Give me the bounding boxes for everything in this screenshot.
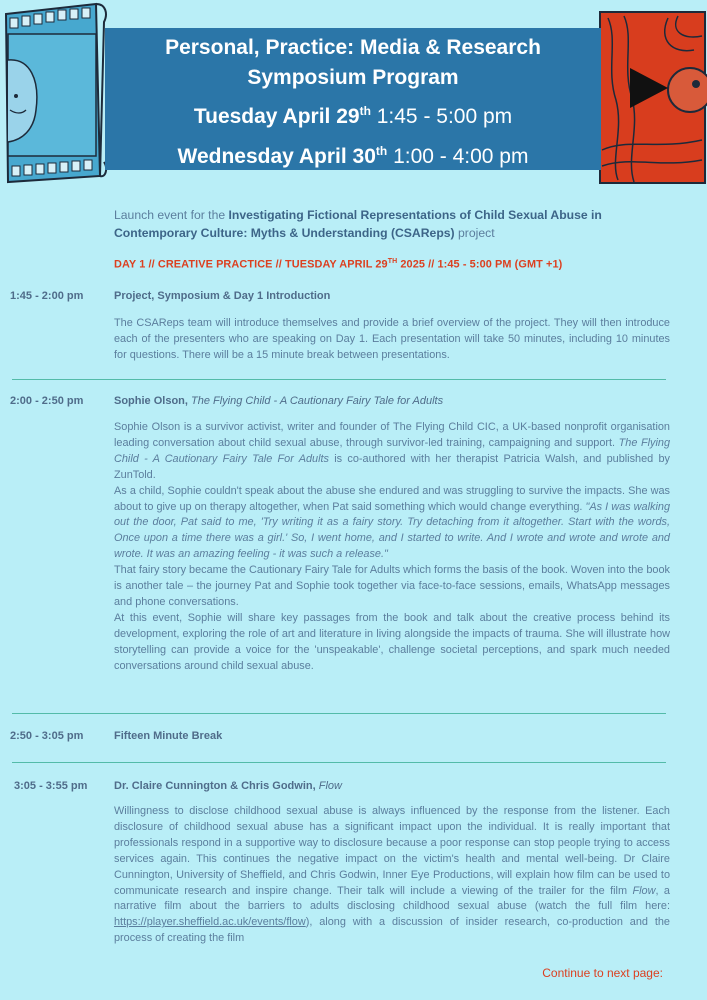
divider (12, 762, 666, 763)
divider (12, 379, 666, 380)
continue-note: Continue to next page: (542, 966, 663, 980)
session-time: 3:05 - 3:55 pm (14, 780, 88, 792)
session-time: 1:45 - 2:00 pm (10, 290, 84, 302)
project-name: Investigating Fictional Representations of Child Sexual Abuse in Contemporary Culture: Myths & Understanding (CSAReps) (114, 208, 602, 240)
page-title (105, 33, 601, 173)
date-line-1: Tuesday April 29th 1:45 - 5:00 pm (193, 104, 513, 128)
session-description: Sophie Olson is a survivor activist, writer and founder of The Flying Child CIC, a UK-based nonprofit organisation leading conversation about child sexual abuse, through survivor-led training, campaigning and support. The Flying Child - A Cautionary Fairy Tale For Adults is co-authored with her therapist Patricia Walsh, and published by ZunTold. As a child, Sophie couldn't speak about the abuse she endured and was struggling to survive the impacts. She was about to give up on therapy altogether, when Pat said something which would change everything. "As I was walking out the door, Pat said to me, 'Try writing it as a fairy story. Try detaching from it altogether. Start with the words, Once upon a time there was a girl.' So, I went home, and I started to write. And I wrote and wrote and wrote and wrote. It was an amazing feeling - it was such a release." That fairy story became the Cautionary Fairy Tale for Adults which forms the basis of the book. Woven into the book is another tale – the journey Pat and Sophie took together via face-to-face sessions, emails, WhatsApp messages and phone conversations. At this event, Sophie will share key passages from the book and talk about the creative process behind its development, exploring the role of art and literature in living alongside the impacts of trauma. She will illustrate how storytelling can provide a voice for the 'unspeakable', challenge societal perceptions, and spark much needed conversations around child sexual abuse. (114, 421, 670, 672)
title-line-2: Symposium Program (247, 66, 459, 89)
session-description: Willingness to disclose childhood sexual abuse is always influenced by the response from the listener. Each disclosure of childhood sexual abuse has a significant impact upon the individual. It is really important that professionals respond in a supportive way to disclosure because a poor response can stop people trying to access services again. This continues the negative impact on the victim's health and mental well-being. Dr Claire Cunnington, University of Sheffield, and Chris Godwin, Inner Eye Productions, will explain how film can be used to communicate research and inspire change. Their talk will include a viewing of the trailer for the film Flow, a narrative film about the barriers to adults disclosing childhood sexual abuse (watch the full film here: https://player.sheffield.ac.uk/events/flow), along with a discussion of insider research, co-production and the process of creating the film (114, 805, 670, 945)
intro-text: Launch event for the Investigating Fictional Representations of Child Sexual Abuse in Contemporary Culture: Myths & Understanding (CSAReps) project (114, 208, 602, 240)
date-line-2: Wednesday April 30th 1:00 - 4:00 pm (177, 144, 529, 168)
session-title: Project, Symposium & Day 1 Introduction (114, 290, 331, 302)
film-link[interactable]: https://player.sheffield.ac.uk/events/flow (114, 916, 306, 929)
film-strip-illustration (0, 0, 110, 190)
session-description: The CSAReps team will introduce themselves and provide a brief overview of the project. They will then introduce each of the presenters who are speaking on Day 1. Each presentation will take 50 minutes, including 10 minutes for questions. There will be a 15 minute break between presentations. (114, 317, 670, 361)
session-title: Sophie Olson, The Flying Child - A Cautionary Fairy Tale for Adults (114, 395, 444, 407)
day1-heading: DAY 1 // CREATIVE PRACTICE // TUESDAY APRIL 29TH 2025 // 1:45 - 5:00 PM (GMT +1) (114, 258, 563, 271)
session-time: 2:50 - 3:05 pm (10, 730, 84, 742)
divider (12, 713, 666, 714)
session-title: Dr. Claire Cunnington & Chris Godwin, Flow (114, 780, 342, 792)
red-artwork-illustration (598, 10, 707, 185)
title-line-1: Personal, Practice: Media & Research (165, 36, 541, 59)
session-time: 2:00 - 2:50 pm (10, 395, 84, 407)
session-title: Fifteen Minute Break (114, 730, 223, 742)
